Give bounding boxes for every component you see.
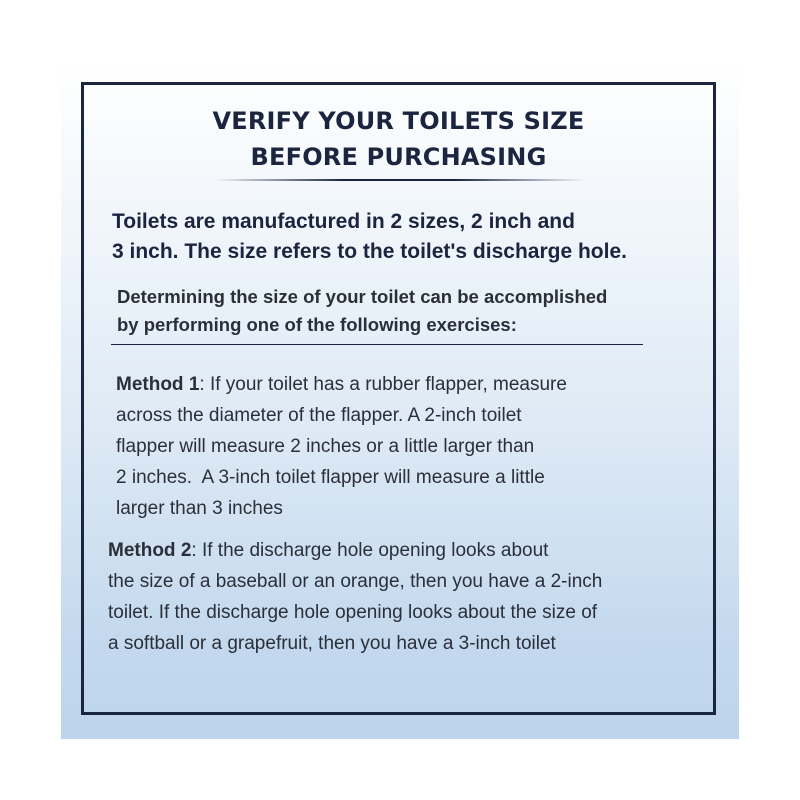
method-1-line-1 (116, 369, 696, 400)
title-line-1: VERIFY YOUR TOILETS SIZE (212, 107, 585, 135)
title-line-2: BEFORE PURCHASING (250, 143, 547, 171)
method-2-line-4: a softball or a grapefruit, then you have a 3-inch toilet (108, 633, 556, 654)
method-2-line-1 (108, 535, 698, 566)
method-1-line-1-text: : If your toilet has a rubber flapper, measure (199, 374, 567, 395)
method-1-paragraph (116, 369, 696, 524)
method-2-label: Method 2 (108, 540, 192, 561)
intro-paragraph (112, 207, 702, 267)
method-2-line-1-text: : If the discharge hole opening looks about (191, 540, 549, 561)
intro-line-2: 3 inch. The size refers to the toilet's discharge hole. (112, 240, 627, 263)
method-1-line-3: flapper will measure 2 inches or a little larger than (116, 436, 535, 457)
method-1-line-4: 2 inches. A 3-inch toilet flapper will measure a little (116, 467, 545, 488)
determine-line-1: Determining the size of your toilet can be accomplished (117, 286, 608, 307)
determine-paragraph (117, 283, 697, 339)
method-1-label: Method 1 (116, 374, 200, 395)
method-2-paragraph (108, 535, 698, 659)
method-1-line-5: larger than 3 inches (116, 498, 283, 519)
determine-line-2: by performing one of the following exercises: (117, 314, 517, 335)
method-1-line-2: across the diameter of the flapper. A 2-inch toilet (116, 405, 522, 426)
section-divider (111, 344, 643, 345)
info-panel-content (84, 85, 713, 712)
title-underline-divider (214, 179, 584, 181)
page-title (84, 103, 713, 175)
intro-line-1: Toilets are manufactured in 2 sizes, 2 inch and (112, 210, 575, 233)
method-2-line-3: toilet. If the discharge hole opening looks about the size of (108, 602, 598, 623)
method-2-line-2: the size of a baseball or an orange, then you have a 2-inch (108, 571, 603, 592)
